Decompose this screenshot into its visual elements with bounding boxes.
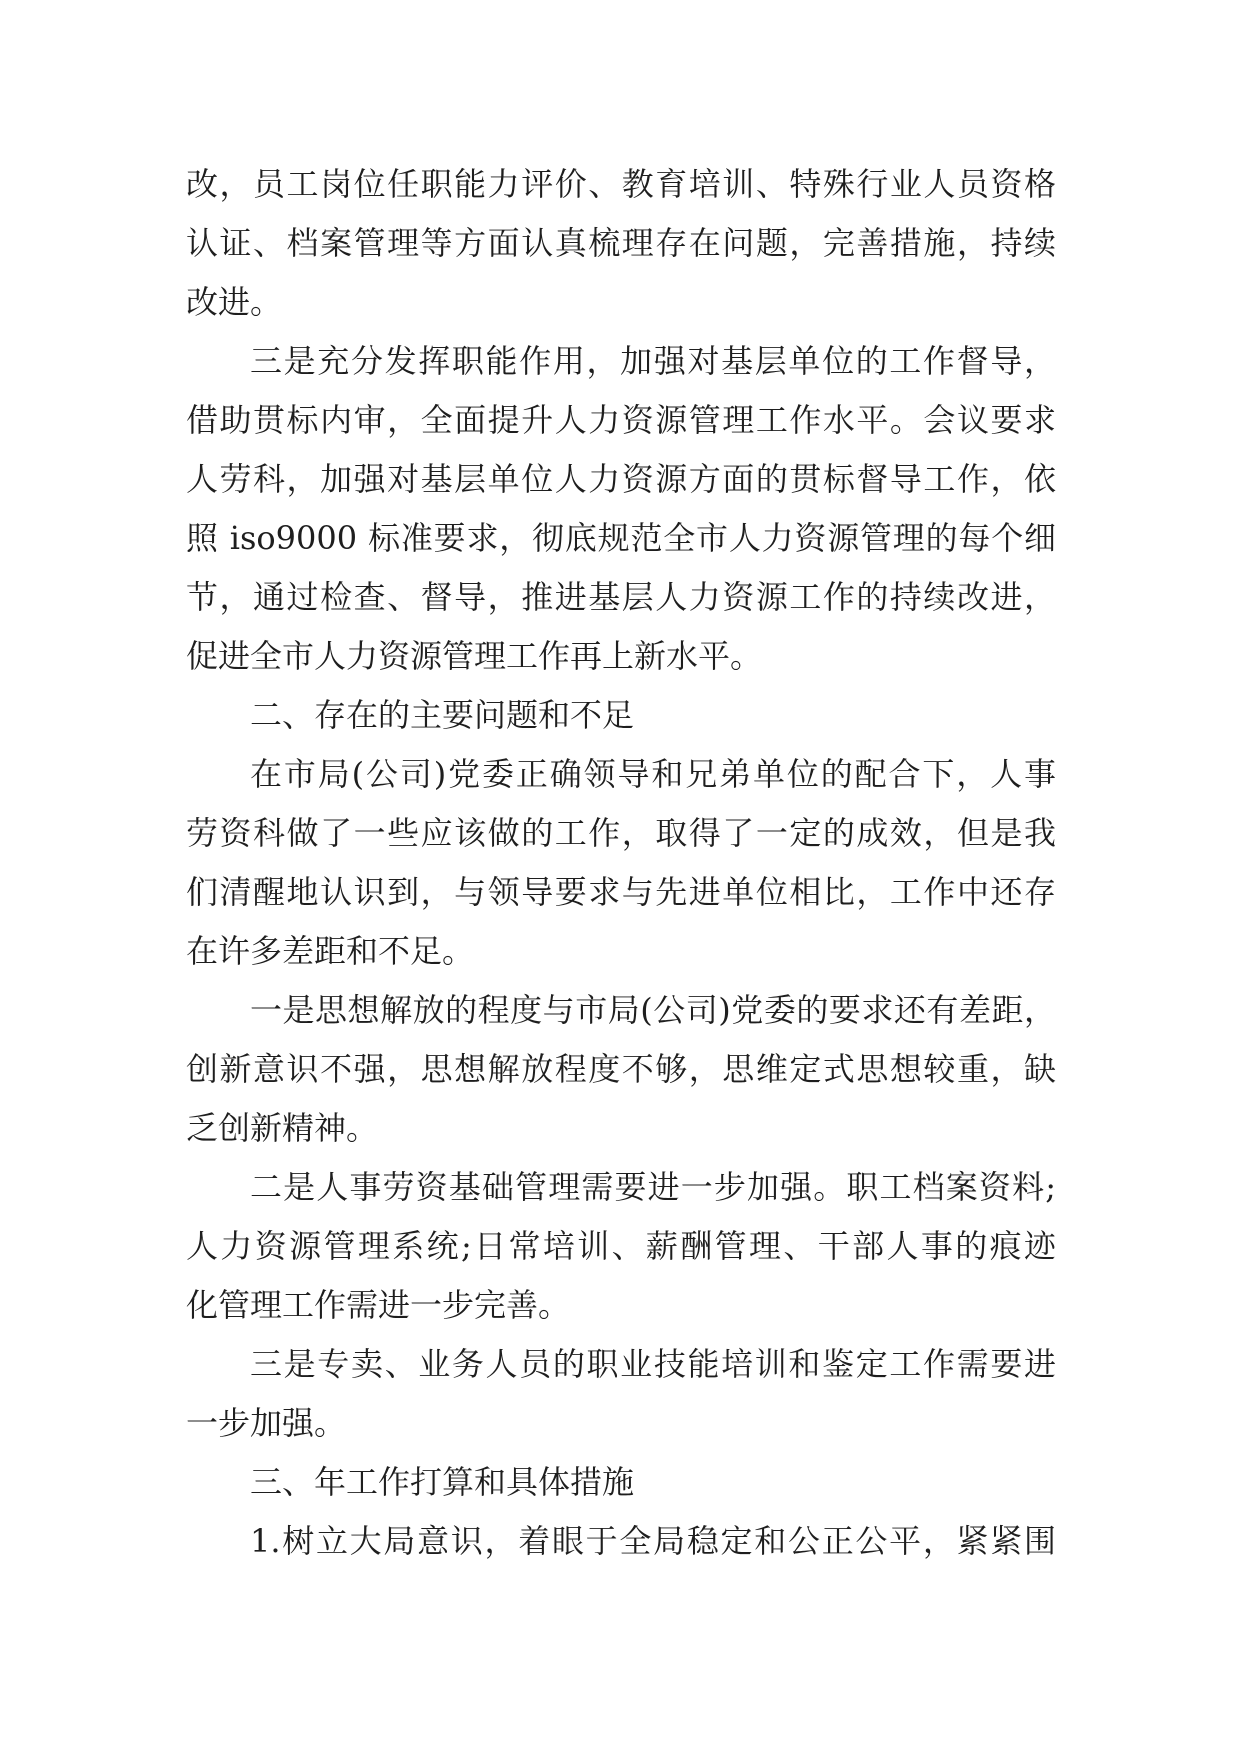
text-line: 在许多差距和不足。	[186, 932, 475, 970]
text-line: 借助贯标内审，全面提升人力资源管理工作水平。会议要求	[186, 401, 1056, 439]
text-line: 乏创新精神。	[186, 1109, 379, 1147]
text-line: 们清醒地认识到，与领导要求与先进单位相比，工作中还存	[186, 873, 1056, 911]
text-line: 改进。	[186, 283, 283, 321]
text-line: 创新意识不强，思想解放程度不够，思维定式思想较重，缺	[186, 1050, 1056, 1088]
section-heading: 三、年工作打算和具体措施	[250, 1463, 635, 1501]
text-line: 劳资科做了一些应该做的工作，取得了一定的成效，但是我	[186, 814, 1056, 852]
text-line: 1.树立大局意识，着眼于全局稳定和公正公平，紧紧围	[250, 1522, 1056, 1560]
text-line: 化管理工作需进一步完善。	[186, 1286, 571, 1324]
text-line: 三是充分发挥职能作用，加强对基层单位的工作督导，	[250, 342, 1056, 380]
text-line: 照 iso9000 标准要求，彻底规范全市人力资源管理的每个细	[186, 519, 1056, 557]
text-line: 一是思想解放的程度与市局(公司)党委的要求还有差距，	[250, 991, 1056, 1029]
text-line: 人劳科，加强对基层单位人力资源方面的贯标督导工作，依	[186, 460, 1056, 498]
text-line: 节，通过检查、督导，推进基层人力资源工作的持续改进，	[186, 578, 1056, 616]
text-line: 三是专卖、业务人员的职业技能培训和鉴定工作需要进	[250, 1345, 1056, 1383]
section-heading: 二、存在的主要问题和不足	[250, 696, 635, 734]
text-line: 认证、档案管理等方面认真梳理存在问题，完善措施，持续	[186, 224, 1056, 262]
text-line: 在市局(公司)党委正确领导和兄弟单位的配合下，人事	[250, 755, 1056, 793]
text-line: 一步加强。	[186, 1404, 347, 1442]
text-line: 改，员工岗位任职能力评价、教育培训、特殊行业人员资格	[186, 165, 1056, 203]
text-line: 人力资源管理系统;日常培训、薪酬管理、干部人事的痕迹	[186, 1227, 1056, 1265]
text-line: 促进全市人力资源管理工作再上新水平。	[186, 637, 763, 675]
text-line: 二是人事劳资基础管理需要进一步加强。职工档案资料;	[250, 1168, 1056, 1206]
